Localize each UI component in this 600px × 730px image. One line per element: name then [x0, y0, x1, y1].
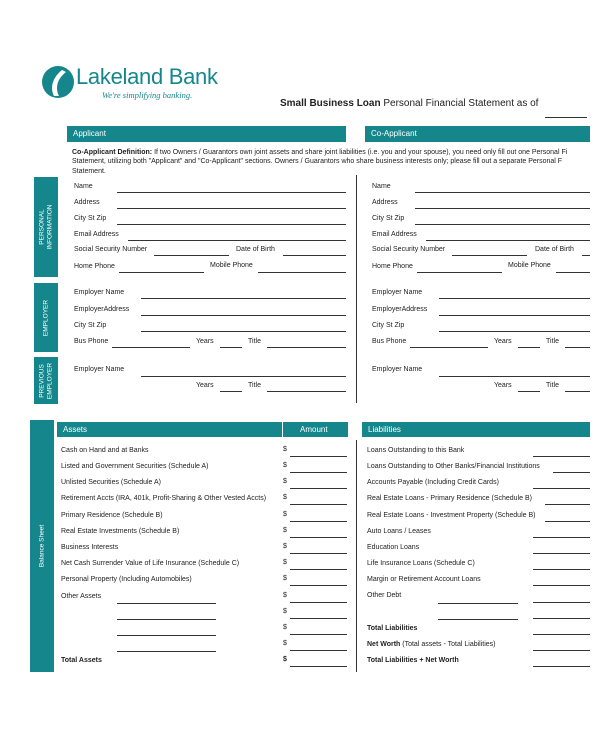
- section-divider-upper: [356, 175, 357, 403]
- other-debt-field[interactable]: [438, 603, 518, 604]
- coapplicant-prev-years-label: Years: [494, 382, 512, 389]
- page-title-bold: Small Business Loan: [280, 98, 381, 109]
- asset-label: Business Interests: [61, 544, 119, 551]
- applicant-address-field[interactable]: [117, 208, 346, 209]
- asset-label: Retirement Accts (IRA, 401k, Profit-Sharing & Other Vested Accts): [61, 495, 267, 502]
- applicant-prev-years-field[interactable]: [220, 391, 242, 392]
- asset-amount-field[interactable]: [290, 585, 347, 586]
- liability-amount-field[interactable]: [533, 553, 590, 554]
- date-line[interactable]: [545, 117, 587, 118]
- coapplicant-home-phone-field[interactable]: [417, 272, 502, 273]
- liability-amount-field[interactable]: [545, 504, 590, 505]
- asset-amount-field[interactable]: [290, 456, 347, 457]
- applicant-email-label: Email Address: [74, 231, 119, 238]
- coapplicant-address-label: Address: [372, 199, 398, 206]
- applicant-years-label: Years: [196, 338, 214, 345]
- asset-amount-field[interactable]: [290, 553, 347, 554]
- side-label-previous-employer: [34, 357, 58, 404]
- asset-label: Personal Property (Including Automobiles): [61, 576, 192, 583]
- definition-line-1: [72, 149, 567, 156]
- side-personal-1: PERSONAL: [38, 209, 46, 245]
- other-assets-field[interactable]: [117, 619, 216, 620]
- logo: [40, 62, 260, 108]
- asset-amount-field[interactable]: [290, 618, 347, 619]
- applicant-home-phone-field[interactable]: [119, 272, 204, 273]
- total-assets-label: Total Assets: [61, 657, 102, 664]
- definition-text-1: If two Owners / Guarantors own joint assets and share joint liabilities (i.e. you and your spouse), you need only fill out one Personal Fi: [154, 149, 568, 156]
- liability-label: Accounts Payable (Including Credit Cards): [367, 479, 499, 486]
- other-assets-field[interactable]: [117, 651, 216, 652]
- coapplicant-dob-field[interactable]: [582, 255, 590, 256]
- definition-line-3: Statement.: [72, 168, 106, 175]
- coapplicant-city-field[interactable]: [415, 224, 590, 225]
- applicant-employer-city-field[interactable]: [141, 331, 346, 332]
- applicant-city-field[interactable]: [117, 224, 346, 225]
- asset-label: Primary Residence (Schedule B): [61, 512, 163, 519]
- applicant-mobile-phone-label: Mobile Phone: [210, 262, 253, 269]
- liability-amount-field[interactable]: [533, 569, 590, 570]
- assets-header-label: Assets: [63, 425, 88, 434]
- asset-amount-field[interactable]: [290, 537, 347, 538]
- asset-label: Net Cash Surrender Value of Life Insurance (Schedule C): [61, 560, 240, 567]
- coapplicant-employer-city-label: City St Zip: [372, 322, 405, 329]
- asset-amount-field[interactable]: [290, 602, 347, 603]
- applicant-bus-phone-field[interactable]: [112, 347, 190, 348]
- coapplicant-prev-title-label: Title: [546, 382, 559, 389]
- side-previous-1: PREVIOUS: [38, 363, 46, 398]
- coapplicant-email-field[interactable]: [426, 240, 590, 241]
- asset-amount-field[interactable]: [290, 650, 347, 651]
- liability-amount-field[interactable]: [545, 521, 590, 522]
- side-label-personal-information: [34, 177, 58, 277]
- coapplicant-employer-address-field[interactable]: [439, 315, 590, 316]
- logo-tagline: We're simplifying banking.: [102, 90, 193, 100]
- liability-amount-field[interactable]: [533, 537, 590, 538]
- logo-mark-icon: [40, 64, 76, 100]
- liability-label: Loans Outstanding to this Bank: [367, 447, 465, 454]
- coapplicant-employer-name-field[interactable]: [439, 298, 590, 299]
- currency-symbol: $: [283, 527, 287, 534]
- net-worth-rest: (Total assets - Total Liabilities): [402, 641, 496, 648]
- currency-symbol: $: [283, 608, 287, 615]
- liabilities-header: Liabilities: [362, 422, 590, 437]
- asset-amount-field[interactable]: [290, 472, 347, 473]
- currency-symbol: $: [283, 462, 287, 469]
- liability-label: Life Insurance Loans (Schedule C): [367, 560, 475, 567]
- coapplicant-title-label: Title: [546, 338, 559, 345]
- currency-symbol: $: [283, 478, 287, 485]
- applicant-mobile-phone-field[interactable]: [258, 272, 346, 273]
- applicant-email-field[interactable]: [128, 240, 346, 241]
- coapplicant-years-label: Years: [494, 338, 512, 345]
- liability-amount-field[interactable]: [533, 456, 590, 457]
- other-assets-field[interactable]: [117, 603, 216, 604]
- applicant-prev-employer-field[interactable]: [141, 376, 346, 377]
- net-worth-field[interactable]: [533, 650, 590, 651]
- applicant-ssn-field[interactable]: [154, 255, 229, 256]
- coapplicant-header: Co-Applicant: [365, 126, 590, 142]
- side-label-balance-sheet: [30, 420, 54, 672]
- currency-symbol: $: [283, 575, 287, 582]
- page-title-rest: Personal Financial Statement as of: [383, 98, 539, 109]
- definition-bold: Co-Applicant Definition:: [72, 149, 153, 156]
- currency-symbol: $: [283, 559, 287, 566]
- applicant-prev-employer-label: Employer Name: [74, 366, 125, 373]
- coapplicant-mobile-phone-label: Mobile Phone: [508, 262, 551, 269]
- asset-amount-field[interactable]: [290, 634, 347, 635]
- asset-label: Listed and Government Securities (Schedule A): [61, 463, 209, 470]
- liability-label: Margin or Retirement Account Loans: [367, 576, 481, 583]
- applicant-prev-title-field[interactable]: [267, 391, 346, 392]
- applicant-title-label: Title: [248, 338, 261, 345]
- asset-label: Cash on Hand and at Banks: [61, 447, 149, 454]
- definition-line-2: Statement, utilizing both "Applicant" and "Co-Applicant" sections. Owners / Guarantors who share business interests only; please fill out a separate Personal F: [72, 158, 563, 165]
- liability-amount-field[interactable]: [533, 602, 590, 603]
- other-assets-field[interactable]: [117, 635, 216, 636]
- liability-label: Real Estate Loans - Investment Property (Schedule B): [367, 512, 536, 519]
- total-liabilities-net-worth-field[interactable]: [533, 666, 590, 667]
- coapplicant-bus-phone-field[interactable]: [410, 347, 488, 348]
- assets-header-divider: [282, 422, 283, 437]
- currency-symbol: $: [283, 511, 287, 518]
- side-balance: Balance Sheet: [38, 524, 46, 568]
- total-liabilities-field[interactable]: [533, 634, 590, 635]
- coapplicant-years-field[interactable]: [518, 347, 540, 348]
- asset-amount-field[interactable]: [290, 569, 347, 570]
- liability-label: Education Loans: [367, 544, 420, 551]
- applicant-home-phone-label: Home Phone: [74, 263, 115, 270]
- net-worth-label: [367, 641, 496, 648]
- liability-amount-field[interactable]: [553, 472, 590, 473]
- applicant-name-field[interactable]: [117, 192, 346, 193]
- applicant-employer-city-label: City St Zip: [74, 322, 107, 329]
- coapplicant-city-label: City St Zip: [372, 215, 405, 222]
- side-personal-2: INFORMATION: [46, 204, 53, 250]
- applicant-employer-name-label: Employer Name: [74, 289, 125, 296]
- coapplicant-title-field[interactable]: [565, 347, 590, 348]
- applicant-employer-address-field[interactable]: [141, 315, 346, 316]
- asset-amount-field[interactable]: [290, 504, 347, 505]
- liability-label: Loans Outstanding to Other Banks/Financial Institutions: [367, 463, 540, 470]
- applicant-title-field[interactable]: [267, 347, 346, 348]
- total-liabilities-label: Total Liabilities: [367, 625, 418, 632]
- liability-amount-field[interactable]: [533, 618, 590, 619]
- page-title: [280, 98, 538, 109]
- applicant-employer-address-label: EmployerAddress: [74, 306, 130, 313]
- applicant-ssn-label: Social Security Number: [74, 246, 148, 253]
- coapplicant-ssn-field[interactable]: [452, 255, 527, 256]
- coapplicant-bus-phone-label: Bus Phone: [372, 338, 407, 345]
- coapplicant-address-field[interactable]: [415, 208, 590, 209]
- coapplicant-ssn-label: Social Security Number: [372, 246, 446, 253]
- applicant-name-label: Name: [74, 183, 93, 190]
- logo-name: Lakeland Bank: [76, 64, 218, 89]
- amount-header-label: Amount: [300, 425, 328, 434]
- applicant-prev-title-label: Title: [248, 382, 261, 389]
- coapplicant-prev-title-field[interactable]: [565, 391, 590, 392]
- applicant-header: Applicant: [67, 126, 346, 142]
- side-previous-2: EMPLOYER: [46, 362, 53, 399]
- asset-label: Unlisted Securities (Schedule A): [61, 479, 161, 486]
- applicant-prev-years-label: Years: [196, 382, 214, 389]
- applicant-dob-label: Date of Birth: [236, 246, 275, 253]
- currency-symbol: $: [283, 494, 287, 501]
- coapplicant-name-field[interactable]: [415, 192, 590, 193]
- side-employer: EMPLOYER: [42, 299, 50, 336]
- section-divider-lower: [356, 440, 357, 672]
- asset-label: Other Assets: [61, 593, 102, 600]
- asset-amount-field[interactable]: [290, 521, 347, 522]
- applicant-address-label: Address: [74, 199, 100, 206]
- liability-amount-field[interactable]: [533, 585, 590, 586]
- currency-symbol: $: [283, 543, 287, 550]
- other-debt-field[interactable]: [438, 619, 518, 620]
- coapplicant-mobile-phone-field[interactable]: [556, 272, 590, 273]
- currency-symbol: $: [283, 640, 287, 647]
- currency-symbol: $: [283, 592, 287, 599]
- applicant-dob-field[interactable]: [283, 255, 346, 256]
- applicant-years-field[interactable]: [220, 347, 242, 348]
- applicant-bus-phone-label: Bus Phone: [74, 338, 109, 345]
- coapplicant-email-label: Email Address: [372, 231, 417, 238]
- asset-label: Real Estate Investments (Schedule B): [61, 528, 180, 535]
- coapplicant-name-label: Name: [372, 183, 391, 190]
- total-liabilities-net-worth-label: Total Liabilities + Net Worth: [367, 657, 459, 664]
- net-worth-bold: Net Worth: [367, 641, 401, 648]
- coapplicant-employer-city-field[interactable]: [439, 331, 590, 332]
- coapplicant-employer-address-label: EmployerAddress: [372, 306, 428, 313]
- applicant-employer-name-field[interactable]: [141, 298, 346, 299]
- currency-symbol: $: [283, 656, 287, 663]
- liability-amount-field[interactable]: [533, 488, 590, 489]
- coapplicant-dob-label: Date of Birth: [535, 246, 574, 253]
- currency-symbol: $: [283, 624, 287, 631]
- coapplicant-employer-name-label: Employer Name: [372, 289, 423, 296]
- liability-label: Real Estate Loans - Primary Residence (Schedule B): [367, 495, 532, 502]
- assets-header: [57, 422, 348, 437]
- coapplicant-prev-employer-label: Employer Name: [372, 366, 423, 373]
- side-label-employer: [34, 283, 58, 352]
- coapplicant-prev-employer-field[interactable]: [439, 376, 590, 377]
- applicant-city-label: City St Zip: [74, 215, 107, 222]
- asset-amount-field[interactable]: [290, 488, 347, 489]
- total-assets-field[interactable]: [290, 666, 347, 667]
- liability-label: Auto Loans / Leases: [367, 528, 431, 535]
- currency-symbol: $: [283, 446, 287, 453]
- coapplicant-prev-years-field[interactable]: [518, 391, 540, 392]
- liability-label: Other Debt: [367, 592, 402, 599]
- coapplicant-home-phone-label: Home Phone: [372, 263, 413, 270]
